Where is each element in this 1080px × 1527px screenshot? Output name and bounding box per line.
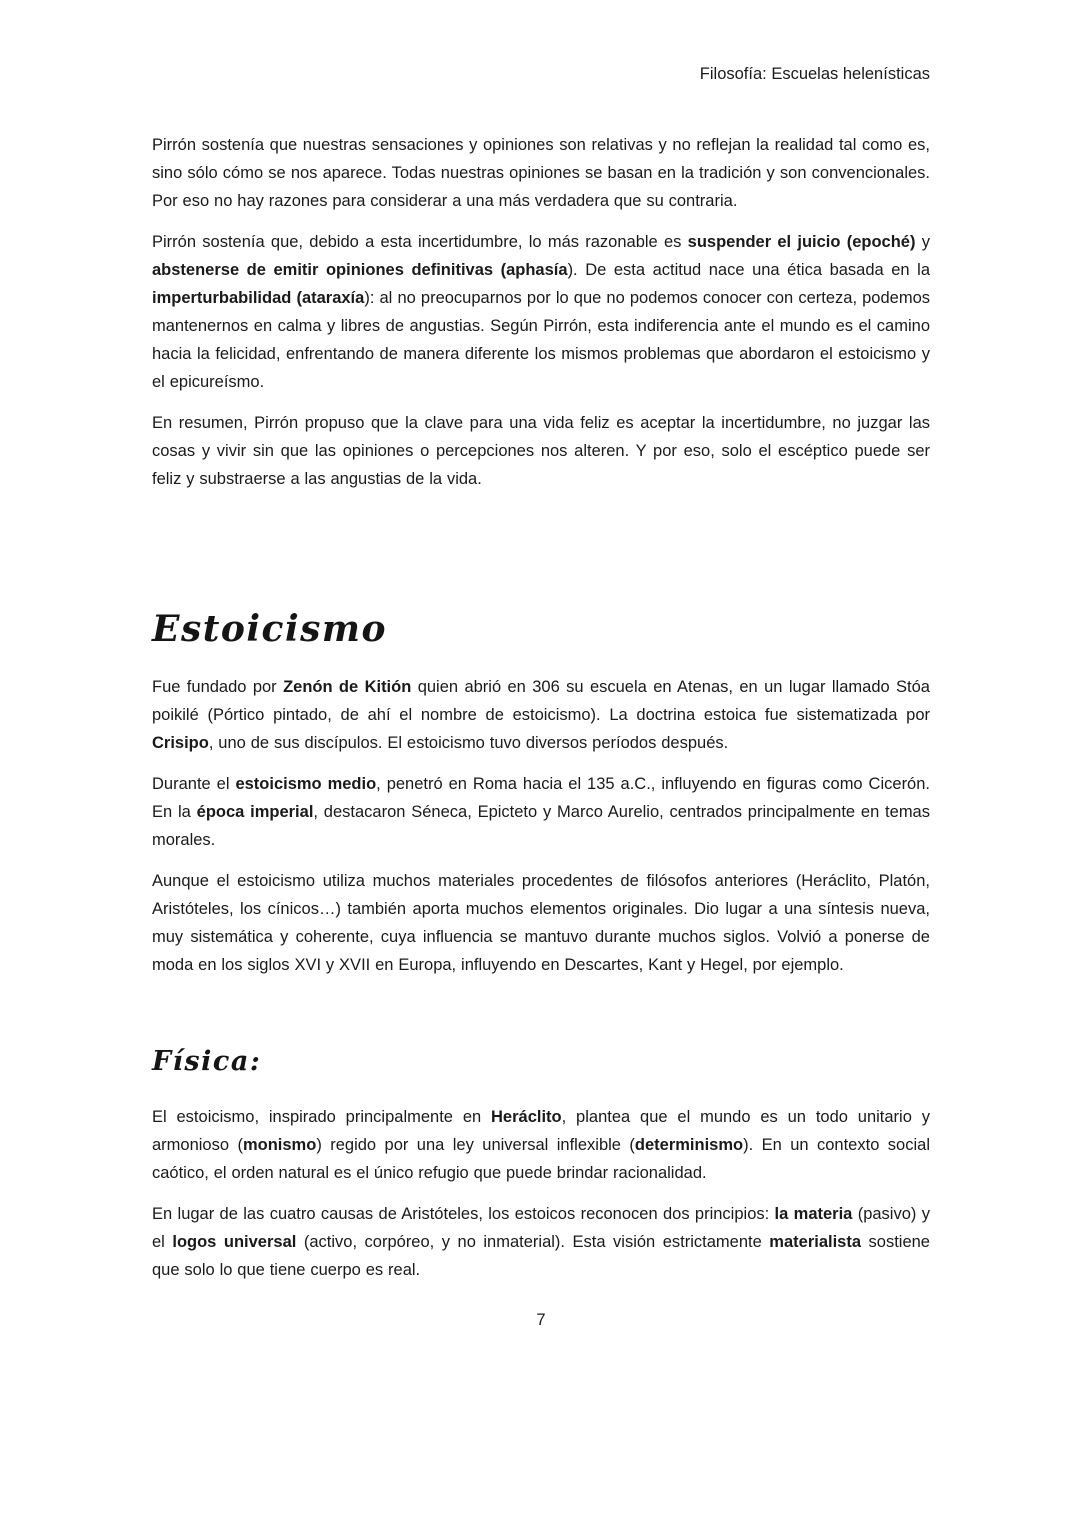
paragraph-physics-heraclitus: El estoicismo, inspirado principalmente en Heráclito, plantea que el mundo es un todo unitario y armonioso (monismo) regido por una ley universal inflexible (determinismo). En un contexto social caótico, el orden natural es el único refugio que puede brindar racionalidad.: [152, 1108, 930, 1182]
paragraph-pyrrho-relativity: Pirrón sostenía que nuestras sensaciones y opiniones son relativas y no reflejan la realidad tal como es, sino sólo cómo se nos aparece. Todas nuestras opiniones se basan en la tradición y son convencionales. Por eso no hay razones para considerar a una más verdadera que su contraria.: [152, 136, 930, 210]
paragraph-stoicism-synthesis: Aunque el estoicismo utiliza muchos materiales procedentes de filósofos anteriores (Heráclito, Platón, Aristóteles, los cínicos…) también aporta muchos elementos originales. Dio lugar a una síntesis nueva, muy sistemática y coherente, cuya influencia se mantuvo durante muchos siglos. Volvió a ponerse de moda en los siglos XVI y XVII en Europa, influyendo en Descartes, Kant y Hegel, por ejemplo.: [152, 872, 930, 974]
page-header-title: Filosofía: Escuelas helenísticas: [699, 65, 930, 83]
paragraph-physics-principles: En lugar de las cuatro causas de Aristóteles, los estoicos reconocen dos principios: la materia (pasivo) y el logos universal (activo, corpóreo, y no inmaterial). Esta visión estrictamente materialista sostiene que solo lo que tiene cuerpo es real.: [152, 1205, 930, 1279]
paragraph-stoicism-founding: Fue fundado por Zenón de Kitión quien abrió en 306 su escuela en Atenas, en un lugar llamado Stóa poikilé (Pórtico pintado, de ahí el nombre de estoicismo). La doctrina estoica fue sistematizada por Crisipo, uno de sus discípulos. El estoicismo tuvo diversos períodos después.: [152, 678, 930, 752]
paragraph-stoicism-middle: Durante el estoicismo medio, penetró en Roma hacia el 135 a.C., influyendo en figuras como Cicerón. En la época imperial, destacaron Séneca, Epicteto y Marco Aurelio, centrados principalmente en temas morales.: [152, 775, 930, 849]
section-heading-estoicismo: Estoicismo: [152, 608, 387, 650]
page-number: 7: [536, 1311, 546, 1329]
subsection-heading-fisica: Física:: [152, 1046, 262, 1077]
paragraph-pyrrho-epoche: Pirrón sostenía que, debido a esta incertidumbre, lo más razonable es suspender el juicio (epoché) y abstenerse de emitir opiniones definitivas (aphasía). De esta actitud nace una ética basada en la imperturbabilidad (ataraxía): al no preocuparnos por lo que no podemos conocer con certeza, podemos mantenernos en calma y libres de angustias. Según Pirrón, esta indiferencia ante el mundo es el camino hacia la felicidad, enfrentando de manera diferente los mismos problemas que abordaron el estoicismo y el epicureísmo.: [152, 233, 931, 391]
paragraph-pyrrho-summary: En resumen, Pirrón propuso que la clave para una vida feliz es aceptar la incertidumbre, no juzgar las cosas y vivir sin que las opiniones o percepciones nos alteren. Y por eso, solo el escéptico puede ser feliz y substraerse a las angustias de la vida.: [152, 414, 930, 488]
